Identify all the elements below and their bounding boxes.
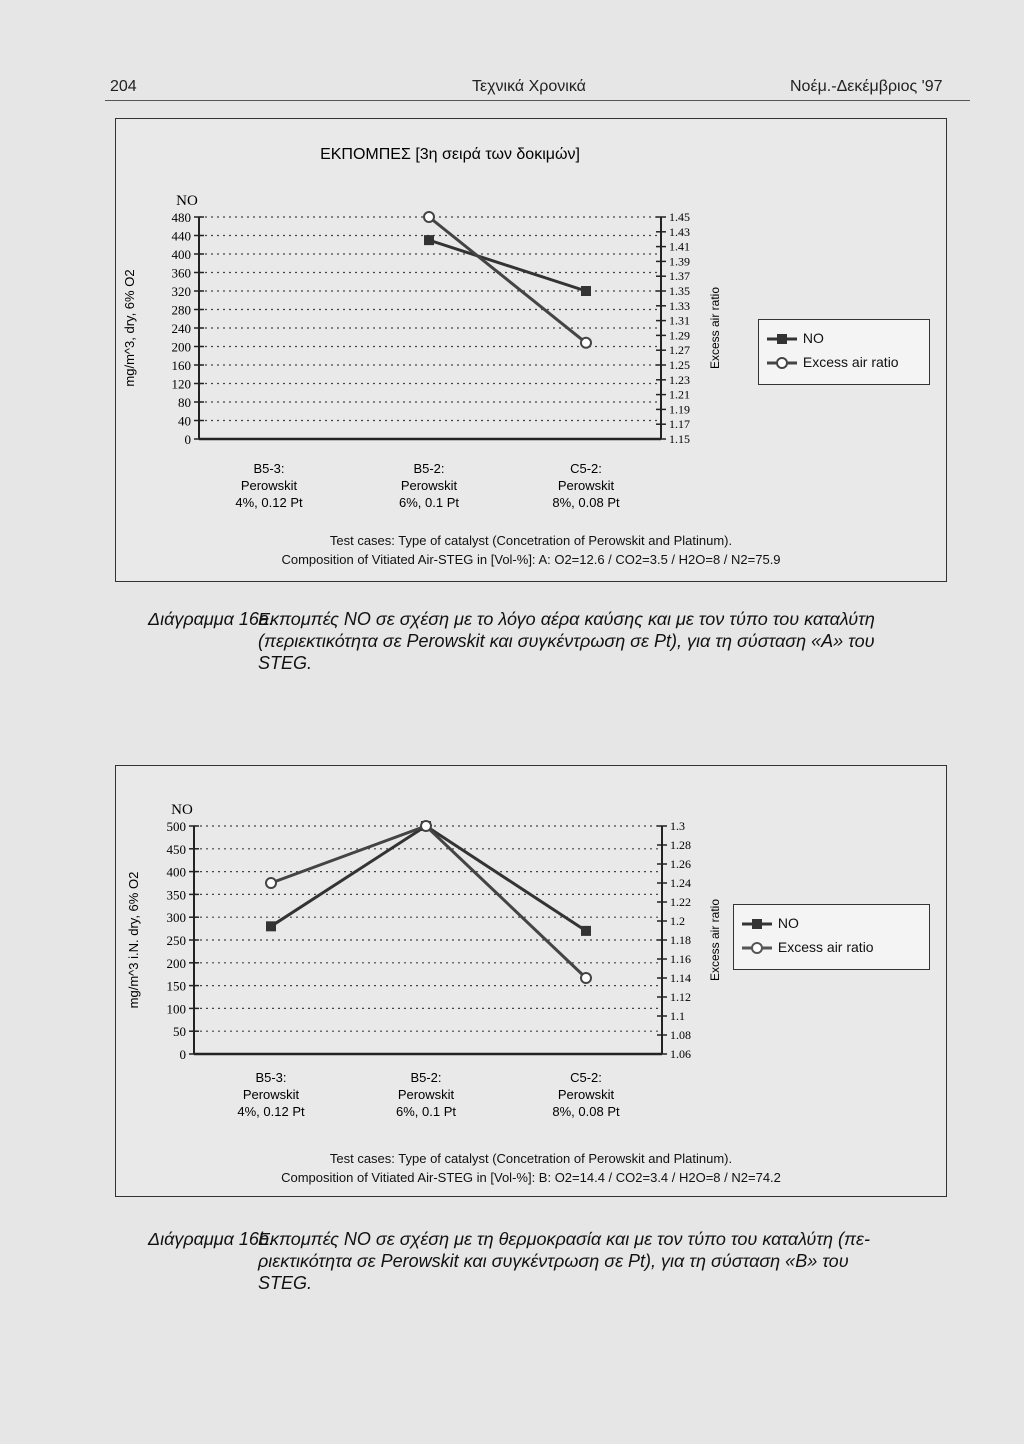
y-axis-label-0: mg/m^3, dry, 6% O2 <box>122 269 137 387</box>
legend-item-no-b <box>740 915 799 931</box>
point-no-1-0 <box>266 921 276 931</box>
legend-item-excess-air <box>765 354 899 370</box>
x-tick-label-0-2-1: Perowskit <box>557 478 615 493</box>
y-tick-label-0-5: 200 <box>171 339 191 355</box>
y2-tick-label-0-15: 1.45 <box>669 210 690 224</box>
point-excess-1-2 <box>581 973 591 983</box>
x-tick-label-1-1-2: 6%, 0.1 Pt <box>396 1104 456 1119</box>
point-no-1-2 <box>581 926 591 936</box>
caption-16b-line-2: ριεκτικότητα σε Perowskit και συγκέντρωση σε Pt), για τη σύσταση «B» του <box>258 1251 849 1271</box>
x-tick-label-0-0-2: 4%, 0.12 Pt <box>235 495 303 510</box>
y-tick-label-0-2: 80 <box>178 395 191 410</box>
y2-tick-label-0-2: 1.19 <box>669 402 690 417</box>
y2-tick-label-1-12: 1.3 <box>670 819 685 833</box>
left-axis-title-0: NO <box>176 193 198 209</box>
y-tick-label-1-8: 400 <box>166 864 186 880</box>
y2-tick-label-0-6: 1.27 <box>669 343 690 358</box>
x-tick-label-0-2-2: 8%, 0.08 Pt <box>552 495 620 510</box>
legend-item-excess-air-b <box>740 939 874 955</box>
y2-tick-label-0-10: 1.35 <box>669 284 690 298</box>
point-no-0-1 <box>581 286 591 296</box>
caption-16a <box>148 608 948 674</box>
y2-tick-label-1-2: 1.1 <box>670 1009 685 1023</box>
x-tick-label-0-0-0: B5-3: <box>253 461 285 476</box>
x-tick-label-1-2-1: Perowskit <box>557 1087 615 1102</box>
y-tick-label-0-8: 320 <box>171 284 191 299</box>
legend-label-excess-air: Excess air ratio <box>802 354 899 370</box>
y2-tick-label-0-0: 1.15 <box>669 432 690 446</box>
y2-tick-label-0-12: 1.39 <box>669 254 690 269</box>
caption-16a-label: Διάγραμμα 16a. <box>148 609 274 629</box>
point-excess-1-0 <box>266 878 276 888</box>
y-tick-label-0-0: 0 <box>184 432 191 447</box>
y-tick-label-0-12: 480 <box>171 210 191 225</box>
figure-16b <box>115 765 947 1197</box>
caption-16b-line-3: STEG. <box>258 1273 313 1293</box>
y-tick-label-1-7: 350 <box>166 887 186 903</box>
y-tick-label-1-1: 50 <box>173 1024 186 1040</box>
chart-title-0: ΕΚΠΟΜΠΕΣ [3η σειρά των δοκιμών] <box>320 146 580 163</box>
figure-16a <box>115 118 947 582</box>
series-line-0-1 <box>429 217 586 343</box>
legend-label-no-b: NO <box>777 915 799 931</box>
legend-16a <box>758 319 930 385</box>
point-excess-0-1 <box>581 338 591 348</box>
test-cases-note-16a: Test cases: Type of catalyst (Concetration of Perowskit and Platinum). <box>329 533 733 548</box>
y2-tick-label-1-7: 1.2 <box>670 914 685 928</box>
composition-note-16a: Composition of Vitiated Air-STEG in [Vol-%]: A: O2=12.6 / CO2=3.5 / H2O=8 / N2=75.9 <box>281 552 781 567</box>
left-axis-title-1: NO <box>171 802 193 818</box>
y2-tick-label-0-9: 1.33 <box>669 298 690 313</box>
y2-tick-label-1-11: 1.28 <box>670 838 691 852</box>
y2-axis-label-0: Excess air ratio <box>708 286 722 370</box>
x-tick-label-1-1-1: Perowskit <box>397 1087 455 1102</box>
y2-tick-label-1-8: 1.22 <box>670 895 691 909</box>
y2-tick-label-0-11: 1.37 <box>669 269 690 284</box>
y2-axis-label-1: Excess air ratio <box>708 898 722 982</box>
y-tick-label-1-2: 100 <box>166 1001 186 1017</box>
page-number: 204 <box>110 78 137 95</box>
point-excess-0-0 <box>424 212 434 222</box>
journal-title: Τεχνικά Χρονικά <box>472 78 586 95</box>
legend-label-no: NO <box>802 330 824 346</box>
y2-tick-label-0-8: 1.31 <box>669 313 690 328</box>
y-tick-label-1-5: 250 <box>166 933 186 948</box>
x-tick-label-0-1-0: B5-2: <box>413 461 445 476</box>
point-excess-1-1 <box>421 821 431 831</box>
y-axis-label-1: mg/m^3 i.N. dry, 6% O2 <box>126 871 141 1009</box>
legend-16b <box>733 904 930 970</box>
y2-tick-label-1-3: 1.12 <box>670 990 691 1004</box>
legend-item-no <box>765 330 824 346</box>
y2-tick-label-1-5: 1.16 <box>670 952 691 966</box>
y-tick-label-0-7: 280 <box>171 302 191 318</box>
x-tick-label-1-2-0: C5-2: <box>570 1070 602 1085</box>
y-tick-label-0-10: 400 <box>171 247 191 262</box>
series-line-1-0 <box>271 826 586 931</box>
y-tick-label-1-10: 500 <box>166 819 186 834</box>
point-no-0-0 <box>424 235 434 245</box>
y-tick-label-0-11: 440 <box>171 228 191 244</box>
y-tick-label-0-3: 120 <box>171 376 191 392</box>
x-tick-label-0-1-1: Perowskit <box>400 478 458 493</box>
header-rule <box>105 100 970 101</box>
x-tick-label-1-0-2: 4%, 0.12 Pt <box>237 1104 305 1119</box>
y-tick-label-1-6: 300 <box>166 910 186 926</box>
y2-tick-label-1-6: 1.18 <box>670 933 691 947</box>
y2-tick-label-1-10: 1.26 <box>670 857 691 871</box>
caption-16a-line-2: (περιεκτικότητα σε Perowskit και συγκέντρωση σε Pt), για τη σύσταση «A» του <box>258 631 875 651</box>
chart-16b <box>116 766 946 1196</box>
legend-label-excess-air-b: Excess air ratio <box>777 939 874 955</box>
y2-tick-label-1-1: 1.08 <box>670 1028 691 1042</box>
y-tick-label-1-0: 0 <box>179 1047 186 1062</box>
test-cases-note-16b: Test cases: Type of catalyst (Concetration of Perowskit and Platinum). <box>329 1151 733 1166</box>
caption-16a-line-1: Εκπομπές NO σε σχέση με το λόγο αέρα καύσης και με τον τύπο του καταλύτη <box>258 609 875 629</box>
y-tick-label-1-4: 200 <box>166 955 186 971</box>
caption-16b <box>148 1228 948 1294</box>
y2-tick-label-0-14: 1.43 <box>669 224 690 239</box>
y-tick-label-0-4: 160 <box>171 358 191 373</box>
y2-tick-label-0-1: 1.17 <box>669 417 690 432</box>
y-tick-label-1-9: 450 <box>166 841 186 857</box>
y-tick-label-0-1: 40 <box>178 413 191 429</box>
x-tick-label-1-0-0: B5-3: <box>255 1070 287 1085</box>
y2-tick-label-0-3: 1.21 <box>669 387 690 402</box>
x-tick-label-0-0-1: Perowskit <box>240 478 298 493</box>
series-line-0-0 <box>429 240 586 291</box>
x-tick-label-0-2-0: C5-2: <box>570 461 602 476</box>
y-tick-label-0-6: 240 <box>171 321 191 336</box>
caption-16b-label: Διάγραμμα 16b. <box>148 1229 274 1249</box>
y2-tick-label-1-9: 1.24 <box>670 876 691 890</box>
caption-16a-line-3: STEG. <box>258 653 313 673</box>
x-tick-label-1-1-0: B5-2: <box>410 1070 442 1085</box>
y-tick-label-0-9: 360 <box>171 265 191 281</box>
y2-tick-label-0-13: 1.41 <box>669 239 690 254</box>
issue-date: Νοέμ.-Δεκέμβριος '97 <box>790 78 943 95</box>
composition-note-16b: Composition of Vitiated Air-STEG in [Vol-%]: B: O2=14.4 / CO2=3.4 / H2O=8 / N2=74.2 <box>281 1170 781 1185</box>
x-tick-label-1-0-1: Perowskit <box>242 1087 300 1102</box>
y-tick-label-1-3: 150 <box>166 978 186 994</box>
y2-tick-label-0-4: 1.23 <box>669 372 690 387</box>
x-tick-label-0-1-2: 6%, 0.1 Pt <box>399 495 459 510</box>
y2-tick-label-1-4: 1.14 <box>670 971 691 985</box>
caption-16b-line-1: Εκπομπές NO σε σχέση με τη θερμοκρασία και με τον τύπο του καταλύτη (πε- <box>258 1229 870 1249</box>
y2-tick-label-0-5: 1.25 <box>669 358 690 372</box>
y2-tick-label-1-0: 1.06 <box>670 1047 691 1061</box>
y2-tick-label-0-7: 1.29 <box>669 328 690 343</box>
x-tick-label-1-2-2: 8%, 0.08 Pt <box>552 1104 620 1119</box>
